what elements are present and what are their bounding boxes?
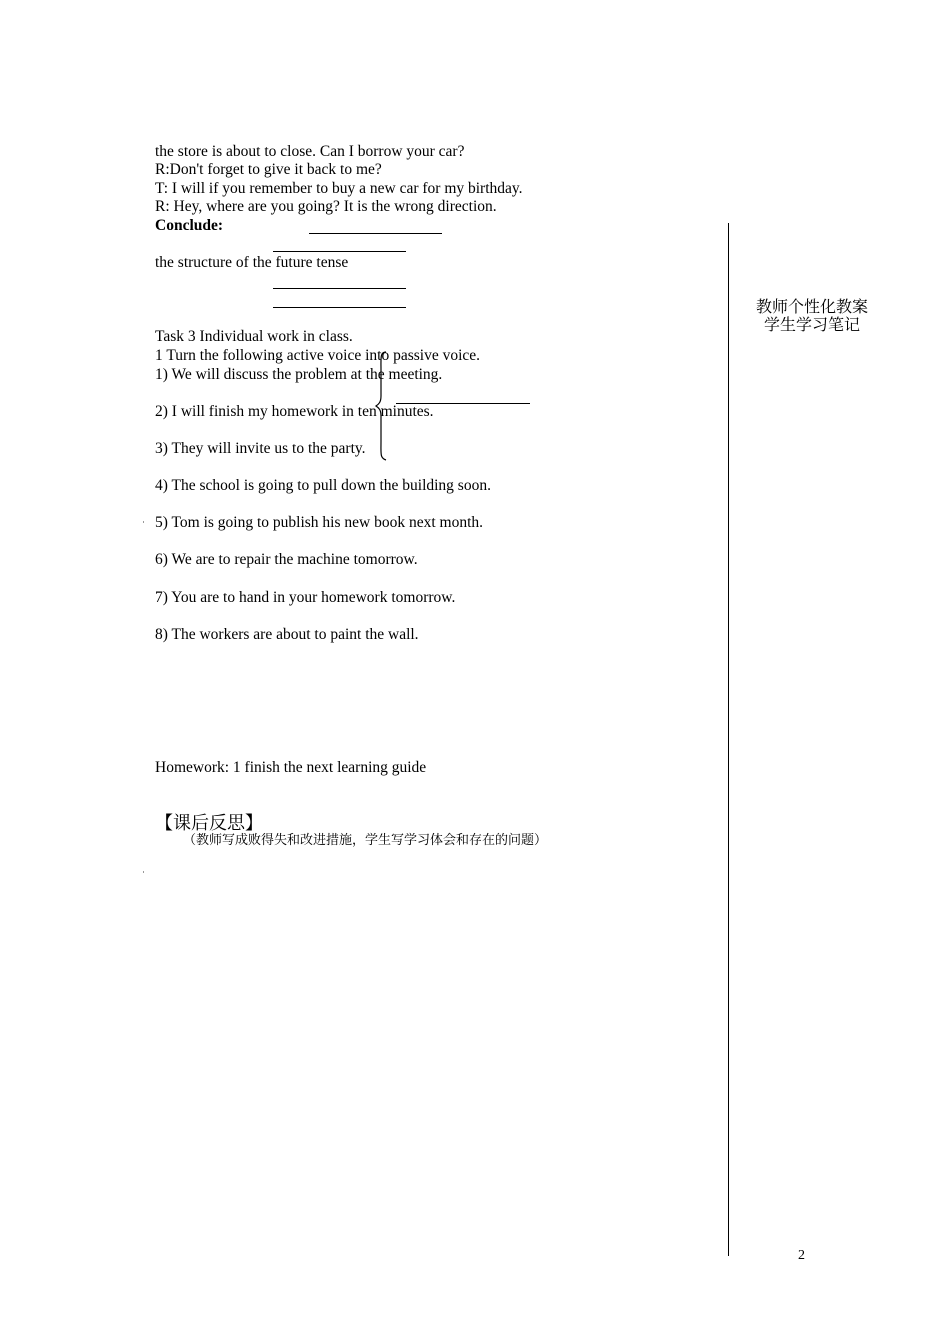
margin-notes-heading [752, 299, 872, 335]
task-instruction: 1 Turn the following active voice into passive voice. [155, 347, 481, 364]
dialogue-line: the store is about to close. Can I borrow your car? [155, 143, 465, 160]
exercise-item: 2) I will finish my homework in ten minutes. [155, 403, 434, 420]
dialogue-line: R:Don't forget to give it back to me? [155, 161, 382, 178]
exercise-item: 1) We will discuss the problem at the meeting. [155, 366, 443, 383]
task-title: Task 3 Individual work in class. [155, 328, 353, 345]
reflection-subtitle: （教师写成败得失和改进措施，学生写学习体会和存在的问题） [183, 832, 548, 847]
exercise-item: 3) They will invite us to the party. [155, 440, 366, 457]
answer-blank [273, 307, 406, 308]
margin-mark [143, 871, 144, 873]
dialogue-line: R: Hey, where are you going? It is the wrong direction. [155, 198, 497, 215]
exercise-item: 5) Tom is going to publish his new book next month. [155, 514, 484, 531]
homework-text: Homework: 1 finish the next learning guide [155, 759, 427, 776]
exercise-item: 8) The workers are about to paint the wall. [155, 626, 419, 643]
exercise-item: 6) We are to repair the machine tomorrow. [155, 551, 418, 568]
margin-notes-line: 教师个性化教案 [755, 299, 868, 316]
margin-notes-line: 学生学习笔记 [763, 317, 860, 334]
dialogue-line: T: I will if you remember to buy a new car for my birthday. [155, 180, 523, 197]
answer-blank [396, 403, 530, 404]
exercise-item: 7) You are to hand in your homework tomorrow. [155, 589, 456, 606]
margin-divider [728, 223, 729, 1256]
future-tense-structure-label: the structure of the future tense [155, 254, 349, 271]
curly-brace-icon [374, 350, 394, 462]
page-number: 2 [798, 1248, 805, 1263]
exercise-item: 4) The school is going to pull down the building soon. [155, 477, 491, 494]
margin-mark [143, 521, 144, 523]
reflection-title: 【课后反思】 [155, 813, 263, 833]
answer-blank [273, 288, 406, 289]
answer-blank [273, 251, 406, 252]
conclude-label: Conclude: [155, 217, 224, 234]
answer-blank [309, 233, 442, 234]
